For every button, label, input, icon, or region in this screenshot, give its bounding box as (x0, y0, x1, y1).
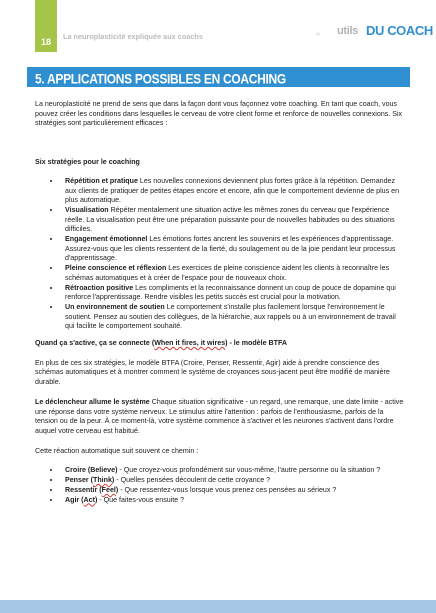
section-title: 5. APPLICATIONS POSSIBLES EN COACHING (35, 71, 286, 88)
running-header-title: La neuroplasticité expliquée aux coachs (63, 32, 203, 41)
chain-intro: Cette réaction automatique suit souvent ce chemin : (35, 446, 199, 455)
list-item: • Un environnement de soutien Le comportement s'installe plus facilement lorsque l'environnement le soutient. Pensez au soutien des collègues, de la hiérarchie, aux rappels ou à un environnement de travail qui facilite le comportement souhaité. (61, 303, 405, 332)
btfa-heading: Quand ça s'active, ça se connecte (When it fires, it wires) - le modèle BTFA (35, 339, 288, 348)
list-item: • Rétroaction positive Les compliments et la reconnaissance donnent un coup de pouce de dopamine qui renforce l'apprentissage. Rendre visibles les petits succès est crucial pour la motivation. (61, 284, 405, 303)
footer-bar (0, 600, 436, 613)
list-item: • Penser (Think) - Quelles pensées découlent de cette croyance ? (61, 476, 405, 486)
list-item: • Ressentir (Feel) - Que ressentez-vous lorsque vous prenez ces pensées au sérieux ? (61, 486, 405, 496)
btfa-chain-list (35, 466, 405, 505)
page-content (35, 100, 405, 505)
logo-icon (316, 24, 336, 44)
intro-paragraph: La neuroplasticité ne prend de sens que dans la façon dont vous façonnez votre coaching. En tant que coach, vous pouvez créer les conditions dans lesquelles le cerveau de votre client forme et renforce de nouvelles connexions. Six stratégies sont particulièrement efficaces : (35, 100, 403, 128)
list-item: • Visualisation Répéter mentalement une situation active les mêmes zones du cerveau que l'expérience réelle. La visualisation peut être une préparation puissante pour de nouvelles habitudes ou des situations difficiles. (61, 206, 405, 235)
list-item: • Agir (Act) - Que faites-vous ensuite ? (61, 496, 405, 506)
logo-text-suffix: DU COACH (366, 23, 433, 38)
strategies-list (35, 177, 405, 332)
btfa-paragraph: En plus de ces six stratégies, le modèle BTFA (Croire, Penser, Ressentir, Agir) aide à prendre conscience des schémas automatiques et à montrer comment le système de croyances sous-jacent peut être modifié de manière durable. (35, 358, 390, 387)
list-item: • Pleine conscience et réflexion Les exercices de pleine conscience aident les clients à reconnaître les schémas automatiques et à créer de l'espace pour de nouveaux choix. (61, 264, 405, 283)
page-number: 18 (40, 37, 51, 47)
strategies-heading: Six stratégies pour le coaching (35, 158, 140, 167)
logo-text-prefix: utils (337, 25, 359, 37)
list-item: • Répétition et pratique Les nouvelles connexions deviennent plus fortes grâce à la répétition. Demandez aux clients de pratiquer de petites étapes encore et encore, afin que le comportement devienne de plus en plus automatique. (61, 177, 405, 206)
trigger-paragraph: Le déclencheur allume le système Chaque situation significative - un regard, une remarque, une date limite - active une réponse dans votre système nerveux. Le stimulus attire l'attention : parfois de l'enthousiasme, parfois de la tension ou de la peur. À ce moment-là, votre système commence à s'activer et les neurones s'activent dans l'ordre auquel votre cerveau est habitué. (35, 397, 404, 435)
list-item: • Croire (Believe) - Que croyez-vous profondément sur vous-même, l'autre personne ou la situation ? (61, 466, 405, 476)
list-item: • Engagement émotionnel Les émotions fortes ancrent les souvenirs et les expériences d'apprentissage. Assurez-vous que les clients ressentent de la fierté, du soulagement ou de la joie pendant leur processus d'apprentissage. (61, 235, 405, 264)
